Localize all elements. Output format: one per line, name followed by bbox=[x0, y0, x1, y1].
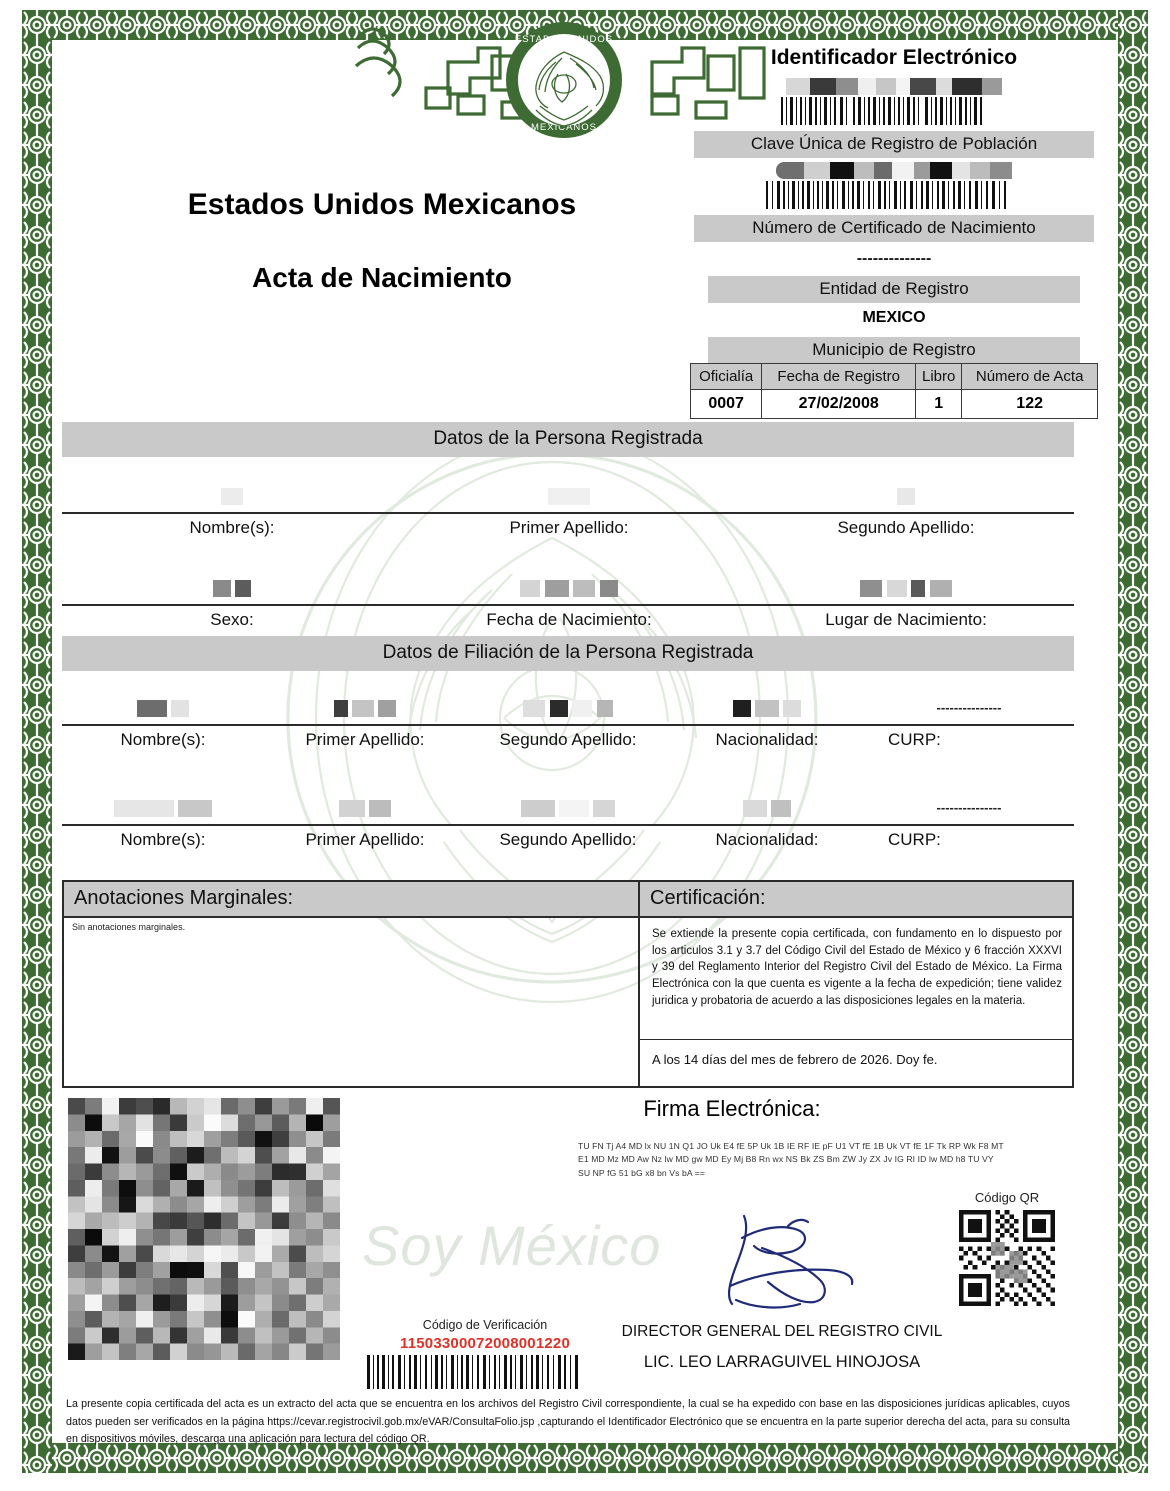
field-segundo-apellido-label: Segundo Apellido: bbox=[837, 518, 975, 537]
identificador-redacted-value bbox=[694, 78, 1094, 95]
field-primer-apellido-value bbox=[400, 488, 738, 508]
curp-label: Clave Única de Registro de Población bbox=[694, 131, 1094, 158]
svg-text:MEXICANOS: MEXICANOS bbox=[530, 122, 598, 133]
parent2-nombre-label: Nombre(s): bbox=[120, 830, 206, 849]
table-row bbox=[691, 390, 1098, 419]
field-segundo-apellido bbox=[738, 466, 1074, 556]
val-oficialia: 0007 bbox=[691, 390, 762, 419]
certificado-nacimiento-label: Número de Certificado de Nacimiento bbox=[694, 215, 1094, 242]
director-block bbox=[582, 1323, 982, 1372]
parent1-nacionalidad-value bbox=[670, 700, 864, 720]
identificador-electronico-label: Identificador Electrónico bbox=[770, 46, 1018, 69]
curp-redacted-value bbox=[694, 162, 1094, 179]
verification-barcode bbox=[365, 1355, 605, 1389]
parent1-curp bbox=[864, 678, 1074, 768]
certificacion-date-row bbox=[640, 1039, 1072, 1086]
certificacion-date: A los 14 días del mes de febrero de 2026. Doy fe. bbox=[652, 1052, 938, 1067]
field-fecha-nacimiento-value bbox=[400, 580, 738, 600]
registry-table bbox=[690, 363, 1098, 419]
verification-code-block bbox=[362, 1318, 608, 1389]
verification-label: Código de Verificación bbox=[422, 1318, 548, 1332]
parent2-curp bbox=[864, 778, 1074, 868]
parent1-curp-value: --------------- bbox=[936, 700, 1002, 715]
parent2-segundo-apellido-label: Segundo Apellido: bbox=[499, 830, 637, 849]
redacted-stamp-block bbox=[68, 1098, 340, 1360]
border-edge-right bbox=[1118, 10, 1148, 1473]
anotaciones-marginales-box bbox=[64, 882, 640, 1086]
qr-code-label: Código QR bbox=[974, 1190, 1040, 1205]
handwritten-signature bbox=[702, 1208, 882, 1318]
parent2-curp-value: --------------- bbox=[936, 800, 1002, 815]
certificado-nacimiento-value: -------------- bbox=[856, 250, 932, 267]
val-libro: 1 bbox=[916, 390, 962, 419]
field-nombre-label: Nombre(s): bbox=[189, 518, 275, 537]
parent1-nacionalidad-label: Nacionalidad: bbox=[715, 730, 819, 749]
parent2-primer-apellido-value bbox=[264, 800, 466, 820]
certificacion-box bbox=[640, 882, 1072, 1086]
firma-electronica-hash: TU FN Tj A4 MD lx NU 1N Q1 JO Uk E4 fE 5P Uk 1B IE RF IE pF U1 VT fE 1B Uk VT fE 1F Tk RP Wk F8 MT E1 MD Mz MD Aw Nz lw MD gw MD Ey Mj B8 Rn wx NS Bk ZS Bm ZW Jy ZX Jv IG RI ID lw MD h8 TU VY SU NP fG 51 bG x8 bn Vs bA == bbox=[578, 1141, 1004, 1178]
footer-legal-text: La presente copia certificada del acta es un extracto del acta que se encuentra en los archivos del Registro Civil correspondiente, la cual se ha expedido con base en las disposiciones jurídicas aplicables, cuyos datos pueden ser verificados en la página https://cevar.registrocivil.gob.mx/eVAR/ConsultaFolio.jsp ,capturando el Identificador Electrónico que se encuentra en la parte superior derecha del acta, para su consulta en dispositivos móviles, descarga una aplicación para lectura del código QR. bbox=[66, 1398, 1070, 1446]
parent1-primer-apellido bbox=[264, 678, 466, 768]
verification-code: 11503300072008001220 bbox=[399, 1335, 571, 1352]
field-lugar-nacimiento-value bbox=[738, 580, 1074, 600]
section-persona-registrada: Datos de la Persona Registrada bbox=[62, 422, 1074, 457]
certificacion-heading: Certificación: bbox=[640, 882, 1072, 918]
identificador-barcode bbox=[779, 97, 1009, 125]
filiacion-row-parent2 bbox=[62, 778, 1074, 870]
electronic-id-header bbox=[694, 46, 1094, 381]
field-lugar-nacimiento bbox=[738, 558, 1074, 648]
qr-code-block bbox=[942, 1190, 1072, 1311]
anotaciones-heading: Anotaciones Marginales: bbox=[64, 882, 638, 918]
parent1-nombre-label: Nombre(s): bbox=[120, 730, 206, 749]
page-title: Estados Unidos Mexicanos bbox=[187, 188, 577, 221]
svg-text:ESTADOS UNIDOS: ESTADOS UNIDOS bbox=[514, 34, 614, 45]
field-segundo-apellido-value bbox=[738, 488, 1074, 508]
field-sexo-value bbox=[62, 580, 402, 600]
field-nombre-value bbox=[62, 488, 402, 508]
parent2-nacionalidad bbox=[670, 778, 864, 868]
curp-barcode bbox=[764, 181, 1024, 209]
parent1-nombre-value bbox=[62, 700, 264, 720]
parent2-primer-apellido bbox=[264, 778, 466, 868]
col-libro: Libro bbox=[916, 364, 962, 390]
firma-electronica-heading: Firma Electrónica: bbox=[643, 1096, 821, 1121]
section-filiacion: Datos de Filiación de la Persona Registrada bbox=[62, 636, 1074, 671]
field-fecha-nacimiento bbox=[400, 558, 738, 648]
municipio-registro-label: Municipio de Registro bbox=[708, 337, 1080, 364]
document-title-block bbox=[82, 188, 682, 294]
annotations-certification-panel bbox=[62, 880, 1074, 1088]
persona-row-names bbox=[62, 466, 1074, 558]
parent2-primer-apellido-label: Primer Apellido: bbox=[305, 830, 425, 849]
parent1-primer-apellido-value bbox=[264, 700, 466, 720]
col-fecha-registro: Fecha de Registro bbox=[762, 364, 916, 390]
filiacion-row-parent1 bbox=[62, 678, 1074, 770]
parent2-segundo-apellido-value bbox=[466, 800, 670, 820]
parent1-primer-apellido-label: Primer Apellido: bbox=[305, 730, 425, 749]
parent1-nombre bbox=[62, 678, 264, 768]
field-nombre bbox=[62, 466, 402, 556]
parent2-nacionalidad-label: Nacionalidad: bbox=[715, 830, 819, 849]
certificacion-body: Se extiende la presente copia certificada, con fundamento en lo dispuesto por los articulos 3.1 y 3.7 del Código Civil del Estado de México y 6 fracción XXXVI y 39 del Reglamento Interior del Registro Civil del Estado de México. La Firma Electrónica con la que cuenta es vigente a la fecha de expedición; tiene validez juridica y probatoria de acuerdo a las disposiciones legales en la materia. bbox=[652, 928, 1062, 1007]
field-primer-apellido-label: Primer Apellido: bbox=[509, 518, 629, 537]
parent1-nacionalidad bbox=[670, 678, 864, 768]
entidad-registro-label: Entidad de Registro bbox=[708, 276, 1080, 303]
parent2-nombre-value bbox=[62, 800, 264, 820]
parent2-nombre bbox=[62, 778, 264, 868]
border-edge-left bbox=[22, 10, 52, 1473]
qr-code-image bbox=[959, 1210, 1055, 1306]
parent2-segundo-apellido bbox=[466, 778, 670, 868]
anotaciones-text: Sin anotaciones marginales. bbox=[72, 922, 186, 932]
val-fecha-registro: 27/02/2008 bbox=[762, 390, 916, 419]
val-numero-acta: 122 bbox=[962, 390, 1098, 419]
parent2-curp-label: CURP: bbox=[888, 830, 941, 849]
col-oficialia: Oficialía bbox=[691, 364, 762, 390]
field-fecha-nacimiento-label: Fecha de Nacimiento: bbox=[486, 610, 652, 629]
field-lugar-nacimiento-label: Lugar de Nacimiento: bbox=[825, 610, 987, 629]
parent1-segundo-apellido-label: Segundo Apellido: bbox=[499, 730, 637, 749]
field-primer-apellido bbox=[400, 466, 738, 556]
col-numero-acta: Número de Acta bbox=[962, 364, 1098, 390]
table-header-row bbox=[691, 364, 1098, 390]
director-name: LIC. LEO LARRAGUIVEL HINOJOSA bbox=[643, 1353, 921, 1371]
parent1-segundo-apellido-value bbox=[466, 700, 670, 720]
document-subtitle: Acta de Nacimiento bbox=[252, 262, 512, 293]
entidad-registro-value: MEXICO bbox=[862, 309, 926, 326]
parent1-curp-label: CURP: bbox=[888, 730, 941, 749]
parent2-nacionalidad-value bbox=[670, 800, 864, 820]
soy-mexico-watermark: Soy México bbox=[362, 1214, 662, 1277]
field-sexo bbox=[62, 558, 402, 648]
field-sexo-label: Sexo: bbox=[210, 610, 254, 629]
director-title: DIRECTOR GENERAL DEL REGISTRO CIVIL bbox=[621, 1323, 943, 1340]
parent1-segundo-apellido bbox=[466, 678, 670, 768]
